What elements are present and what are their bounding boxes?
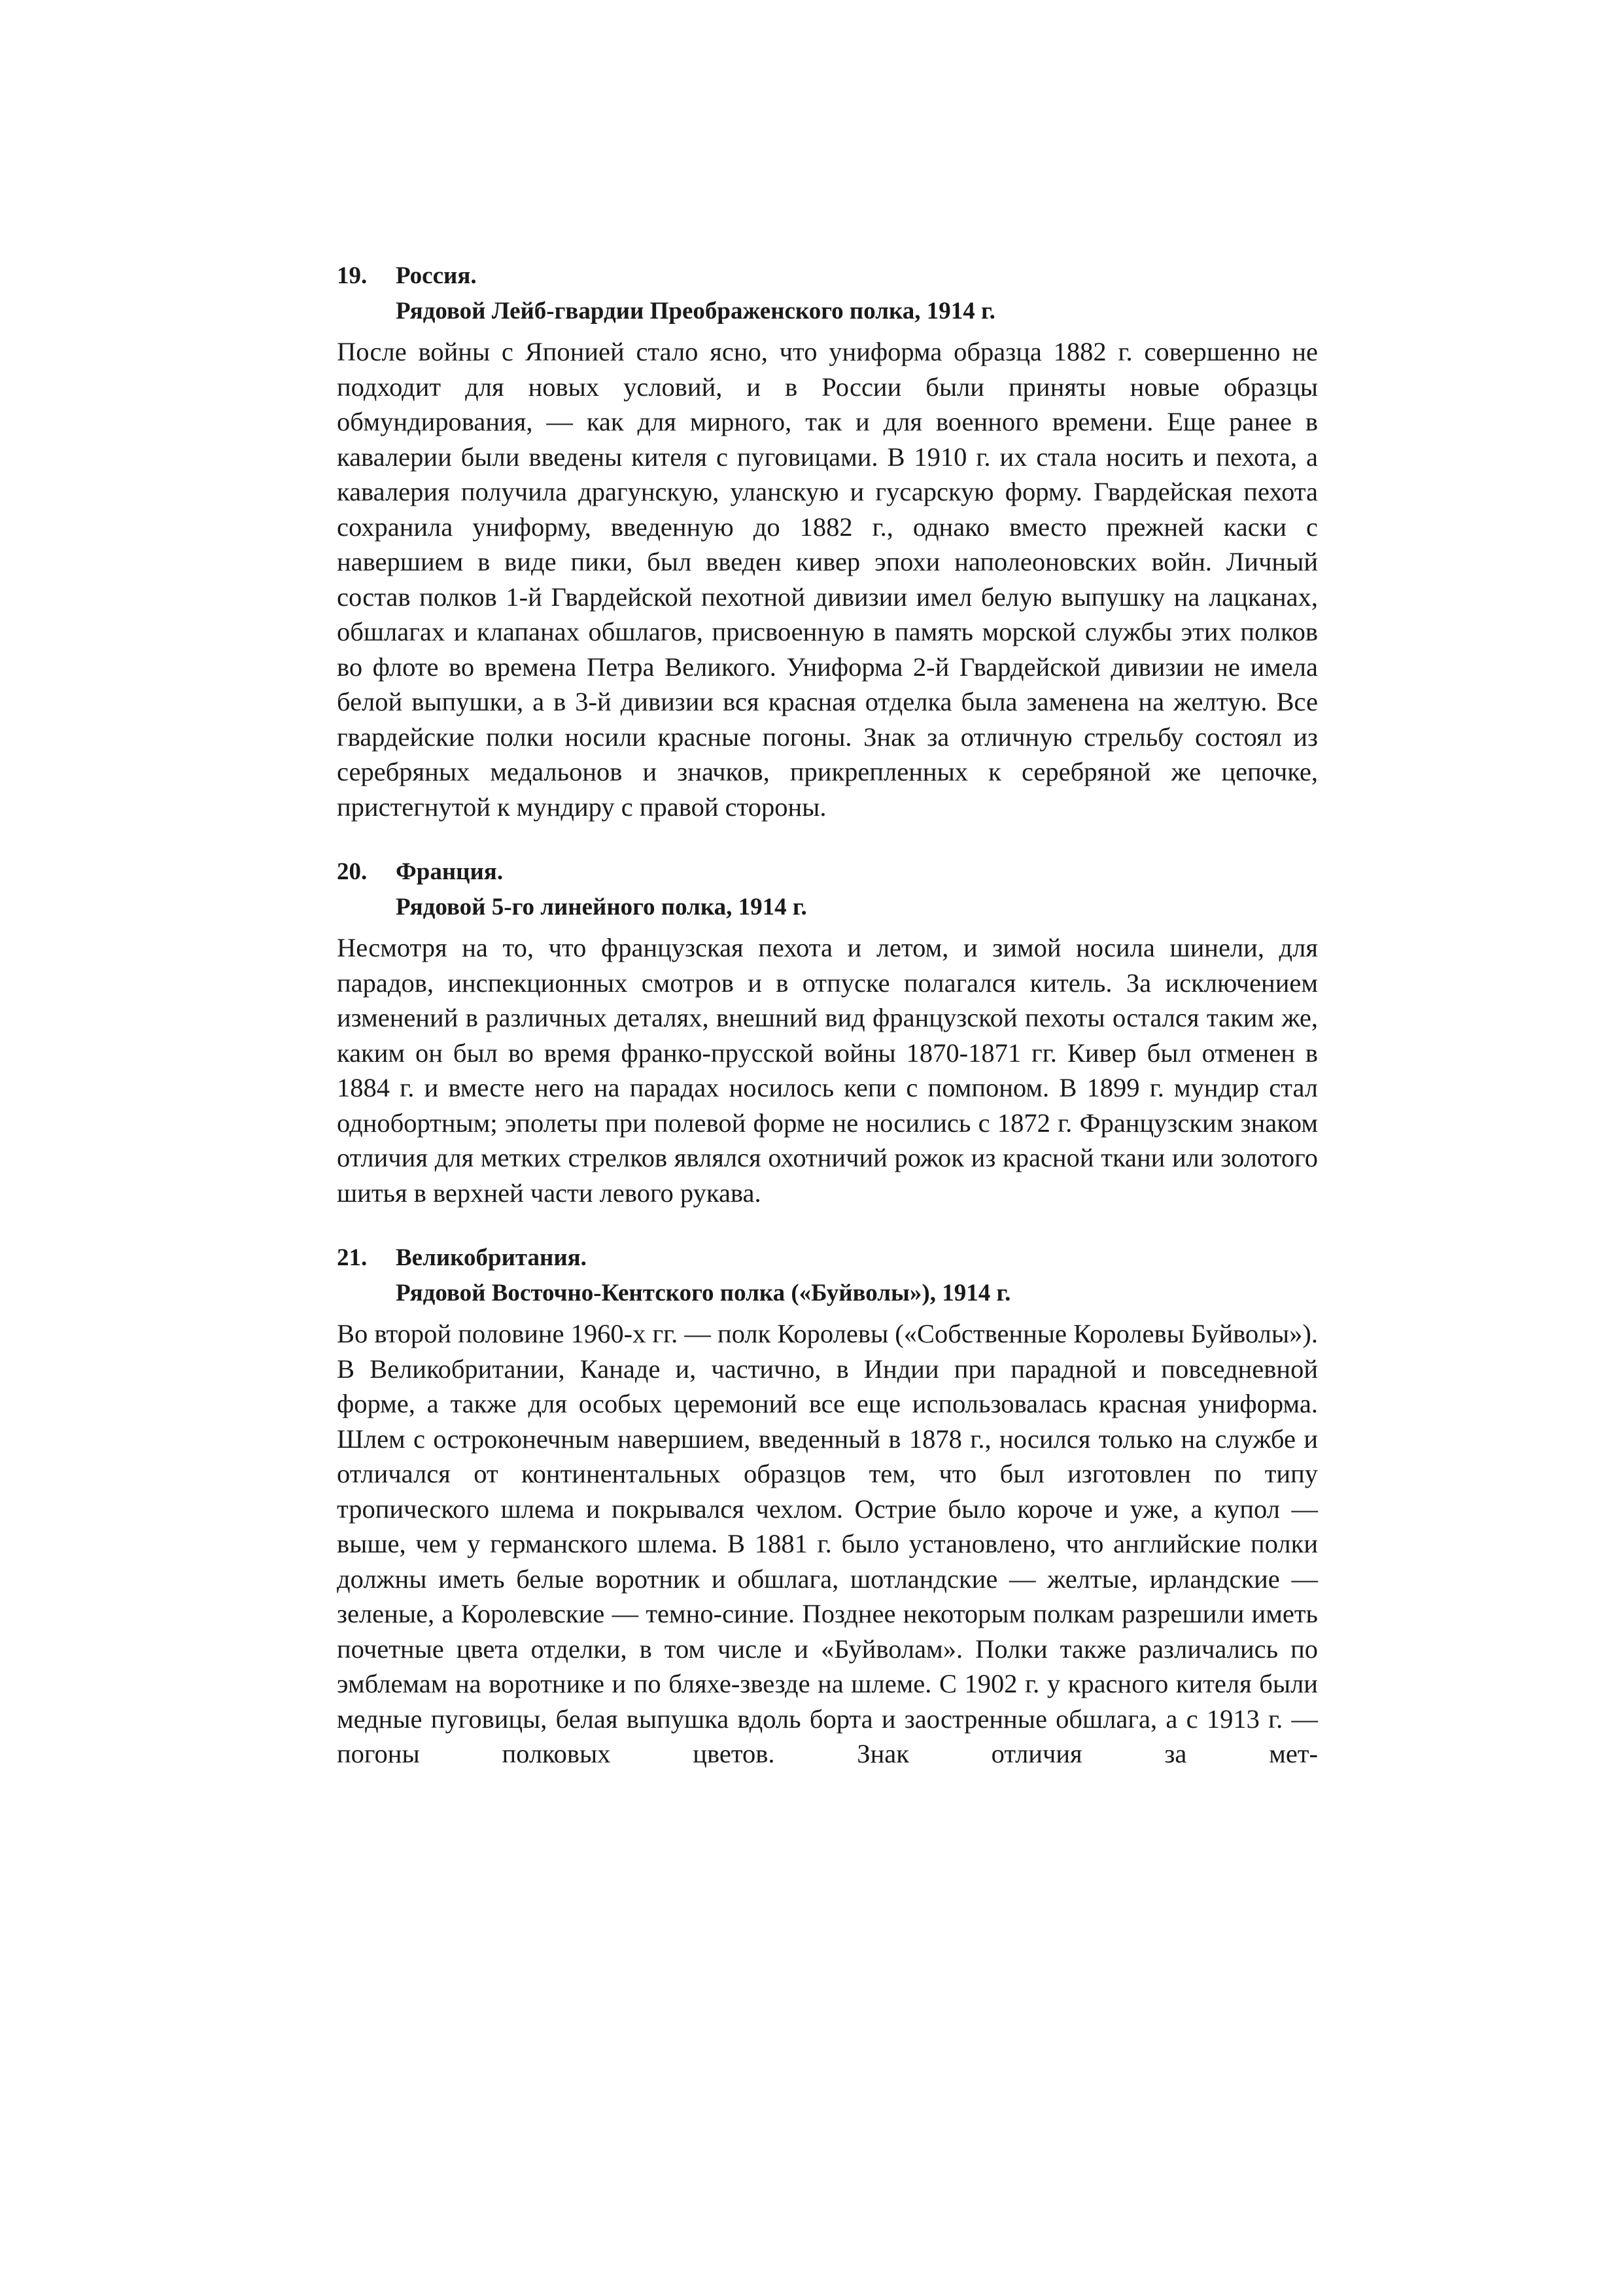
section-heading (337, 854, 1318, 925)
section-number: 19. (337, 262, 368, 289)
section-19 (337, 258, 1318, 824)
section-title: Рядовой Лейб-гвардии Преображенского полка, 1914 г. (396, 298, 995, 324)
section-heading (337, 1240, 1318, 1311)
section-heading-country (337, 258, 1318, 294)
section-country: Россия. (396, 262, 477, 289)
section-paragraph: В Великобритании, Канаде и, частично, в Индии при парадной и повседневной форме, а также для особых церемоний все еще использовалась красная униформа. Шлем с остроконечным навершием, введенный в 1878 г., носился только на службе и отличался от континентальных образцов тем, что был изготовлен по типу тропического шлема и покрывался чехлом. Острие было короче и уже, а купол — выше, чем у германского шлема. В 1881 г. было установлено, что английские полки должны иметь белые воротник и обшлага, шотландские — желтые, ирландские — зеленые, а Королевские — темно-синие. Позднее некоторым полкам разрешили иметь почетные цвета отделки, в том числе и «Буйволам». Полки также различались по эмблемам на воротнике и по бляхе-звезде на шлеме. С 1902 г. у красного кителя были медные пуговицы, белая выпушка вдоль борта и заостренные обшлага, а с 1913 г. — погоны полковых цветов. Знак отличия за мет- (337, 1354, 1318, 1768)
section-country: Великобритания. (396, 1244, 587, 1271)
section-heading (337, 258, 1318, 329)
section-number: 20. (337, 858, 368, 885)
section-title: Рядовой Восточно-Кентского полка («Буйволы»), 1914 г. (396, 1280, 1011, 1306)
section-heading-country (337, 1240, 1318, 1276)
section-20 (337, 854, 1318, 1210)
section-paragraph: Несмотря на то, что французская пехота и летом, и зимой носила шинели, для парадов, инспекционных смотров и в отпуске полагался китель. За исключением изменений в различных деталях, внешний вид французской пехоты остался таким же, каким он был во время франко-прусской войны 1870-1871 гг. Кивер был отменен в 1884 г. и вместе него на парадах носилось кепи с помпоном. В 1899 г. мундир стал однобортным; эполеты при полевой форме не носились с 1872 г. Французским знаком отличия для метких стрелков являлся охотничий рожок из красной ткани или золотого шитья в верхней части левого рукава. (337, 933, 1318, 1208)
section-heading-country (337, 854, 1318, 890)
section-paragraph: Во второй половине 1960-х гг. — полк Королевы («Собственные Королевы Буйволы»). (337, 1319, 1318, 1348)
section-21 (337, 1240, 1318, 1772)
section-paragraph: После войны с Японией стало ясно, что униформа образца 1882 г. совершенно не подходит для новых условий, и в России были приняты новые образцы обмундирования, — как для мирного, так и для военного времени. Еще ранее в кавалерии были введены кителя с пуговицами. В 1910 г. их стала носить и пехота, а кавалерия получила драгунскую, уланскую и гусарскую форму. Гвардейская пехота сохранила униформу, введенную до 1882 г., однако вместо прежней каски с навершием в виде пики, был введен кивер эпохи наполеоновских войн. Личный состав полков 1-й Гвардейской пехотной дивизии имел белую выпушку на лацканах, обшлагах и клапанах обшлагов, присвоенную в память морской службы этих полков во флоте во времена Петра Великого. Униформа 2-й Гвардейской дивизии не имела белой выпушки, а в 3-й дивизии вся красная отделка была заменена на желтую. Все гвардейские полки носили красные погоны. Знак за отличную стрельбу состоял из серебряных медальонов и значков, прикрепленных к серебряной же цепочке, пристегнутой к мундиру с правой стороны. (337, 337, 1318, 822)
page-content (337, 258, 1318, 1772)
section-number: 21. (337, 1244, 368, 1271)
section-country: Франция. (396, 858, 504, 885)
section-title: Рядовой 5-го линейного полка, 1914 г. (396, 894, 807, 920)
